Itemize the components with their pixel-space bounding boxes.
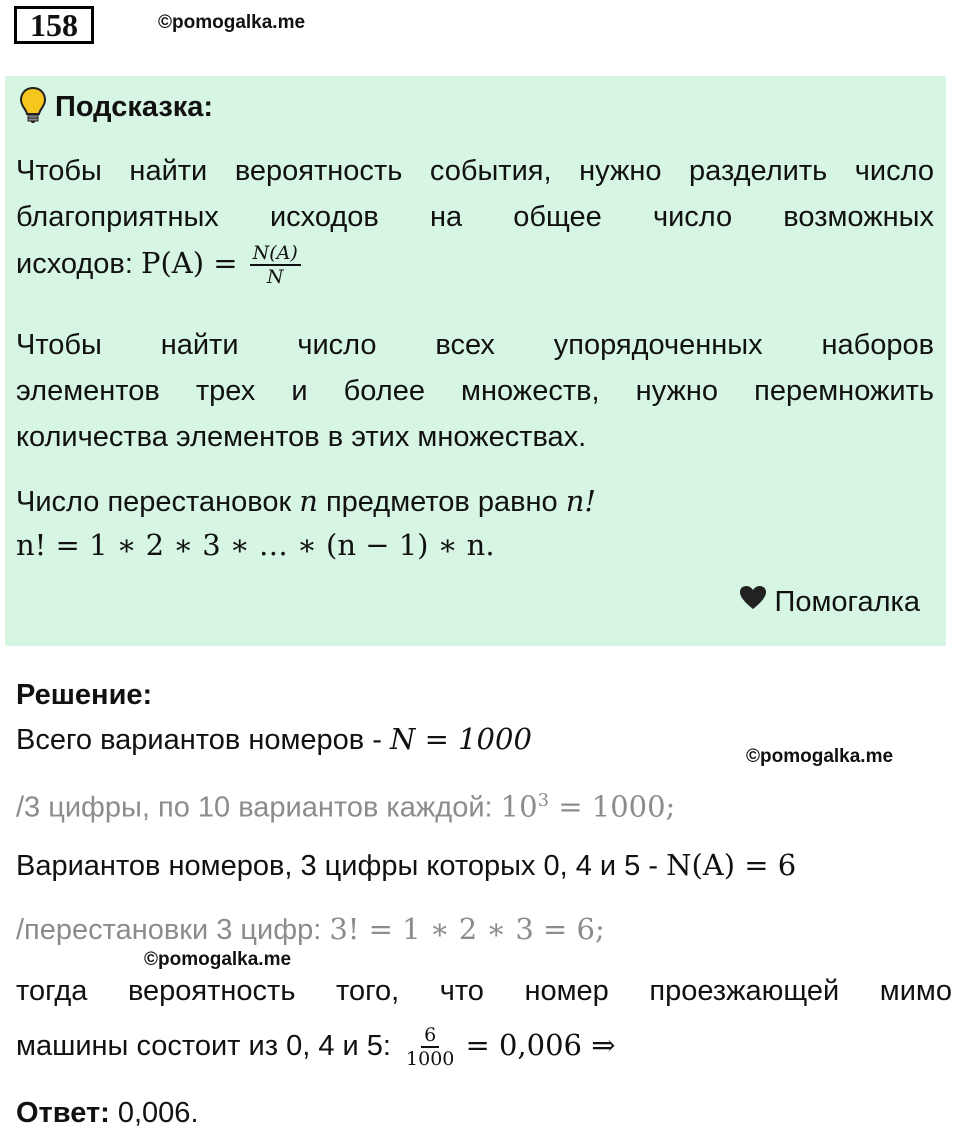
answer-label: Ответ:	[16, 1097, 110, 1129]
hint-p2-line2: элементов трех и более множеств, нужно перемножить	[16, 375, 934, 407]
watermark-mid: ©pomogalka.me	[144, 949, 292, 970]
solution-line1-formula: N = 1000	[389, 722, 532, 756]
solution-line2-text: /3 цифры, по 10 вариантов каждой:	[16, 791, 501, 824]
hint-p3-mid: предметов равно	[317, 486, 566, 518]
solution-line2	[16, 778, 952, 831]
solution-line4-text: /перестановки 3 цифр:	[16, 914, 330, 946]
watermark-top: ©pomogalka.me	[158, 12, 306, 33]
hint-p1-line2: благоприятных исходов на общее число возможных	[16, 201, 934, 233]
probability-formula-lhs: P(A) =	[140, 246, 238, 280]
hint-p2-line3: количества элементов в этих множествах.	[16, 421, 587, 453]
answer-value: 0,006.	[109, 1097, 199, 1129]
task-number: 158	[14, 6, 94, 44]
heart-icon	[739, 585, 767, 619]
hint-p1-text: исходов:	[16, 248, 141, 280]
fraction-numerator: N(A)	[250, 242, 301, 266]
brand-name: Помогалка	[774, 585, 920, 618]
solution-line3-formula: N(A) = 6	[666, 848, 797, 882]
probability-fraction	[250, 242, 301, 288]
solution-line1-text: Всего вариантов номеров -	[16, 724, 390, 756]
solution-line2-rest: = 1000;	[549, 789, 676, 824]
hint-box	[5, 76, 946, 646]
answer	[16, 1090, 952, 1136]
hint-p2-line1: Чтобы найти число всех упорядоченных наборов	[16, 329, 934, 361]
solution-line6-text: машины состоит из 0, 4 и 5:	[16, 1030, 400, 1062]
fraction-denominator: N	[266, 266, 284, 289]
solution-line2-base: 10	[500, 789, 538, 824]
solution-line4-formula: 3! = 1 ∗ 2 ∗ 3 = 6;	[329, 912, 605, 946]
result-numerator: 6	[421, 1024, 439, 1048]
hint-p1-line1: Чтобы найти вероятность события, нужно разделить число	[16, 155, 934, 187]
hint-p1-line3	[16, 240, 934, 288]
hint-header	[19, 86, 213, 129]
hint-p3-text: Число перестановок	[16, 486, 300, 518]
solution-line6-formula: = 0,006 ⇒	[465, 1028, 616, 1062]
probability-result-fraction	[403, 1024, 457, 1070]
hint-p3-end: n!	[565, 484, 597, 518]
result-denominator: 1000	[406, 1048, 455, 1071]
solution-line2-exp: 3	[537, 790, 550, 811]
solution-line3-text: Вариантов номеров, 3 цифры которых 0, 4 и 5 -	[16, 850, 667, 882]
watermark-right: ©pomogalka.me	[746, 746, 894, 767]
solution-title: Решение:	[16, 679, 153, 711]
factorial-formula: n! = 1 ∗ 2 ∗ 3 ∗ … ∗ (n − 1) ∗ n.	[16, 528, 495, 562]
hint-p3-n: n	[299, 484, 318, 518]
solution-line5: тогда вероятность того, что номер проезжающей мимо	[16, 975, 952, 1007]
solution-line3	[16, 842, 952, 889]
solution-line4	[16, 906, 952, 953]
lightbulb-icon	[19, 86, 47, 129]
brand-signature	[739, 585, 920, 619]
hint-p3	[16, 478, 934, 525]
solution-line6	[16, 1022, 952, 1070]
hint-title: Подсказка:	[55, 91, 214, 123]
